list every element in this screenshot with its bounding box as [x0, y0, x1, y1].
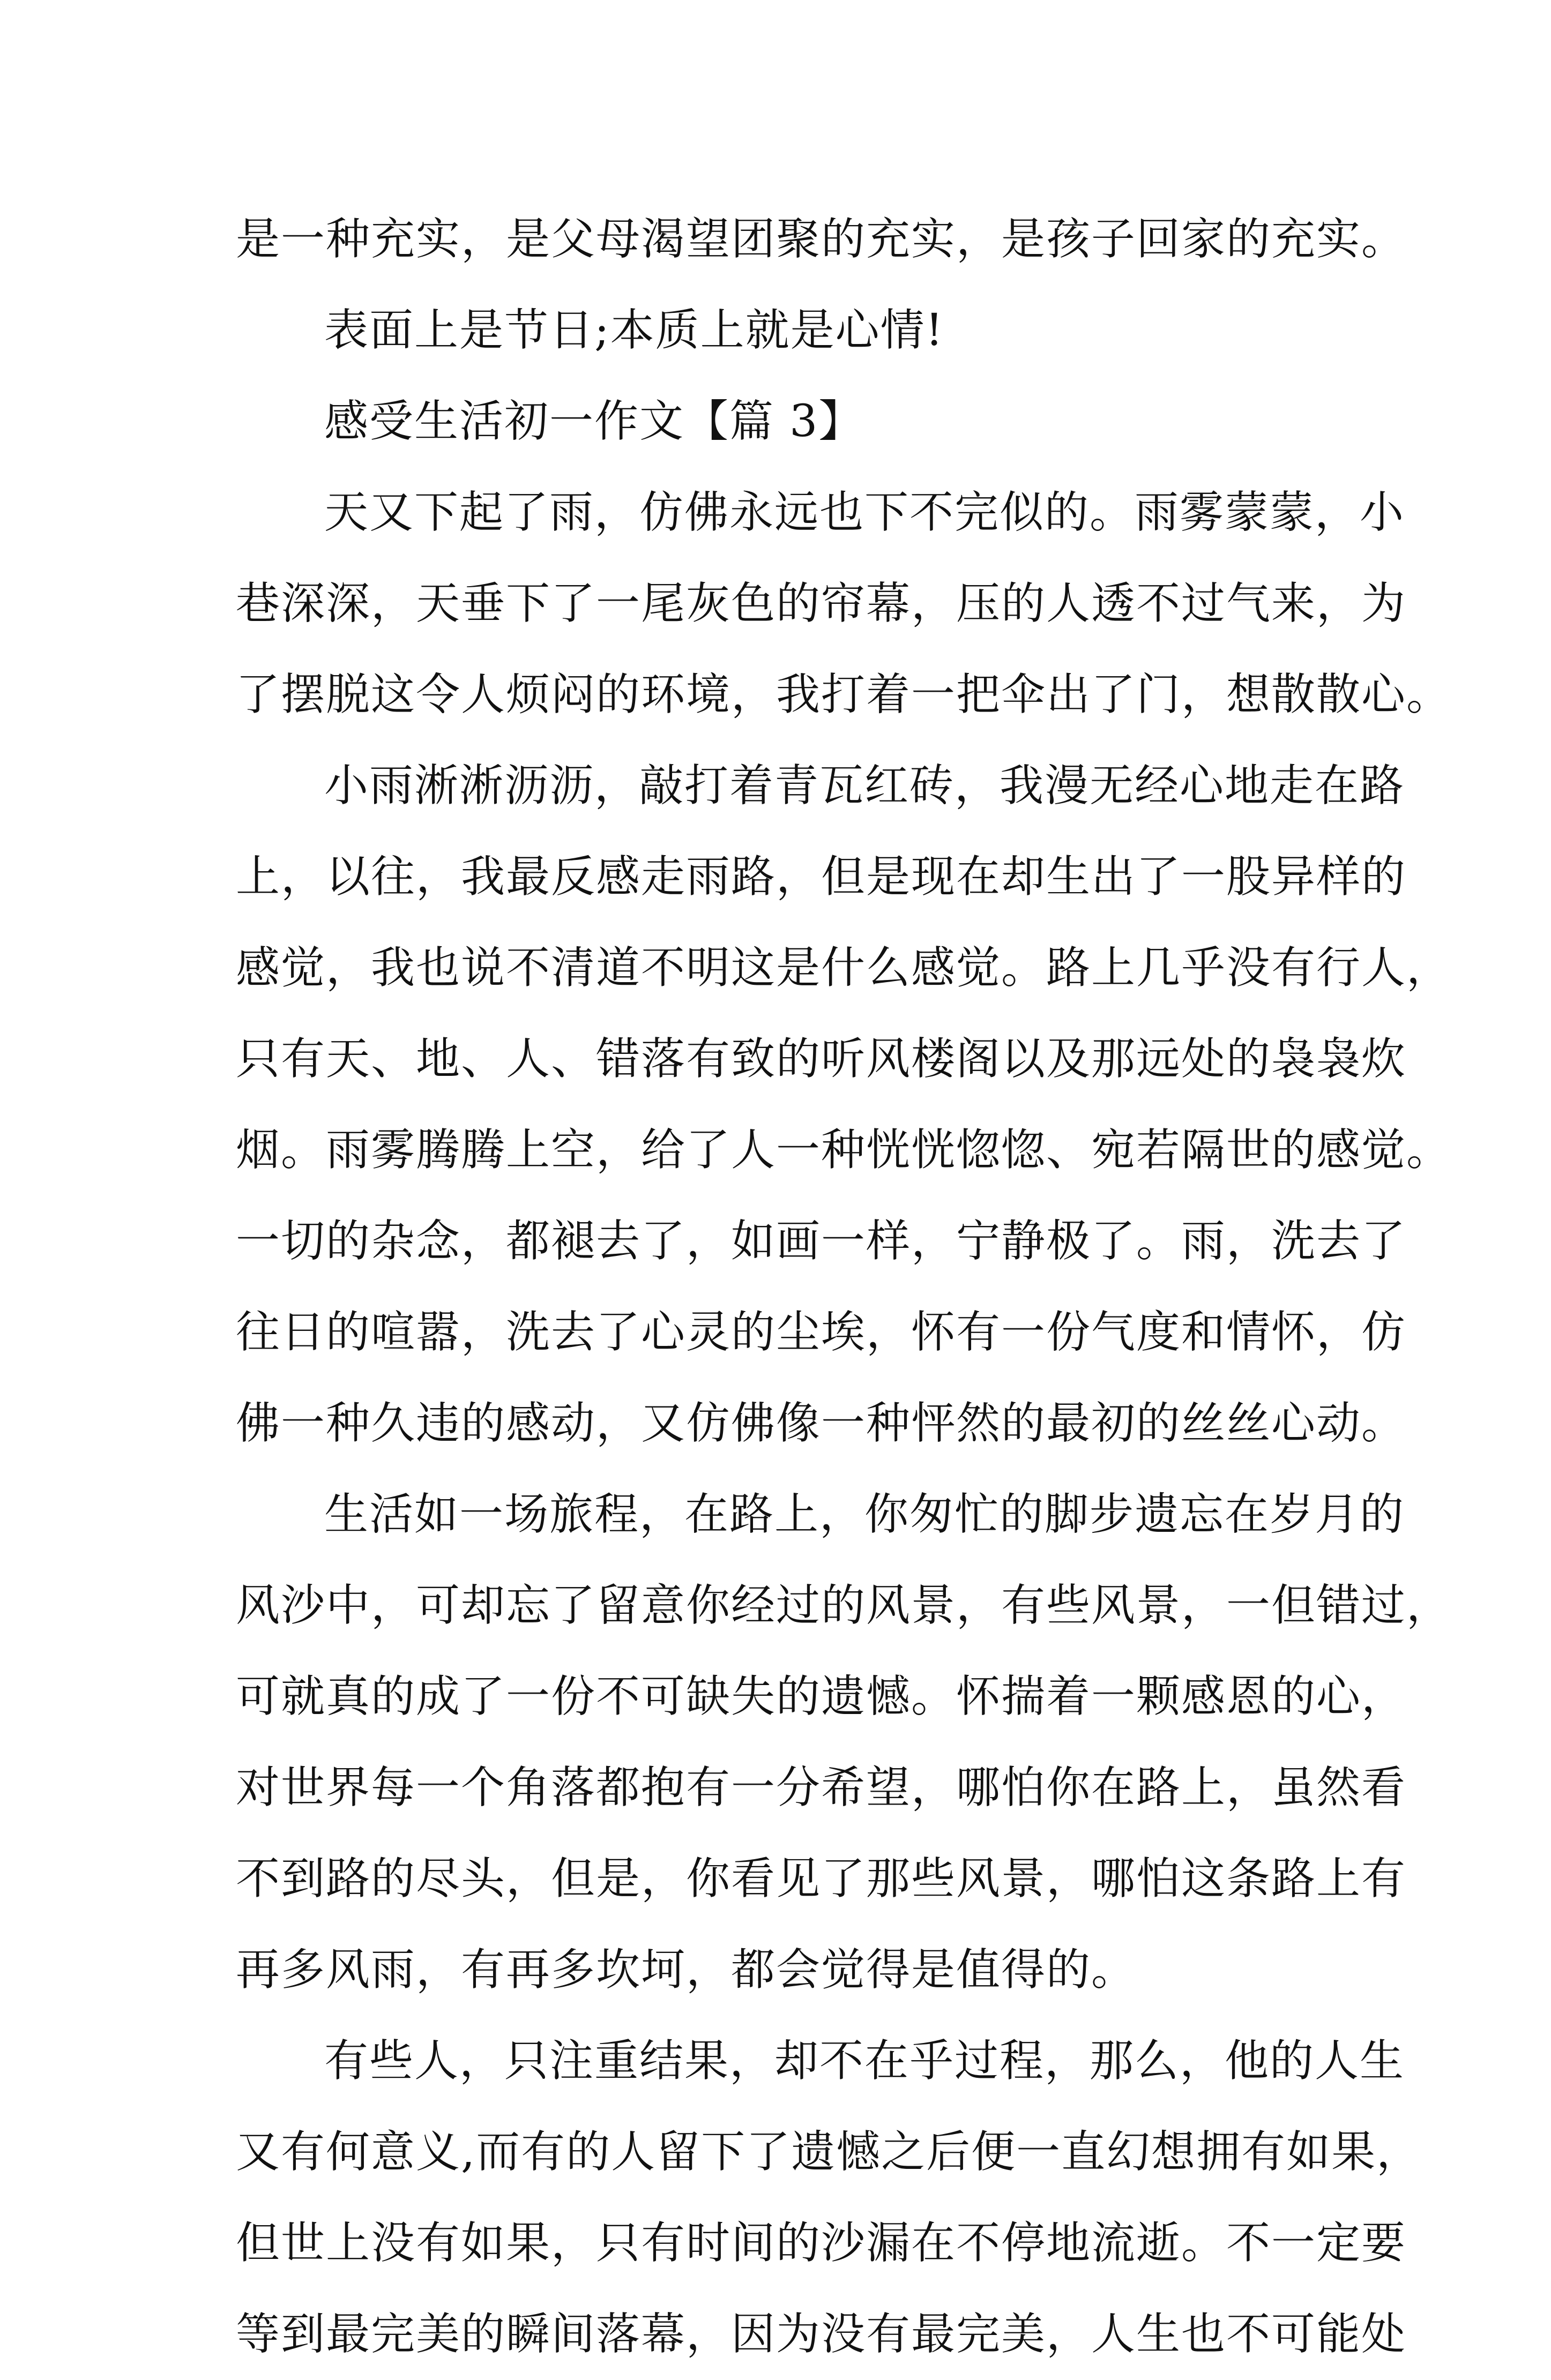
- section-heading: 感受生活初一作文【篇 3】: [324, 396, 864, 447]
- text-line: 佛一种久违的感动，又仿佛像一种怦然的最初的丝丝心动。: [236, 1398, 1407, 1449]
- text-line: 再多风雨，有再多坎坷，都会觉得是值得的。: [236, 1944, 1137, 1995]
- text-line: 了摆脱这令人烦闷的环境，我打着一把伞出了门，想散散心。: [236, 669, 1452, 720]
- text-line: 但世上没有如果，只有时间的沙漏在不停地流逝。不一定要: [236, 2218, 1407, 2269]
- text-line: 可就真的成了一份不可缺失的遗憾。怀揣着一颗感恩的心，: [236, 1671, 1407, 1722]
- text-line: 是一种充实，是父母渴望团聚的充实，是孩子回家的充实。: [236, 214, 1407, 265]
- text-line: 上，以往，我最反感走雨路，但是现在却生出了一股异样的: [236, 851, 1407, 902]
- text-line: 一切的杂念，都褪去了，如画一样，宁静极了。雨，洗去了: [236, 1216, 1407, 1267]
- text-line: 生活如一场旅程，在路上，你匆忙的脚步遗忘在岁月的: [324, 1489, 1405, 1540]
- text-line: 对世界每一个角落都抱有一分希望，哪怕你在路上，虽然看: [236, 1762, 1407, 1813]
- text-line: 烟。雨雾腾腾上空，给了人一种恍恍惚惚、宛若隔世的感觉。: [236, 1125, 1452, 1176]
- text-line: 只有天、地、人、错落有致的听风楼阁以及那远处的袅袅炊: [236, 1034, 1407, 1084]
- text-line: 巷深深，天垂下了一尾灰色的帘幕，压的人透不过气来，为: [236, 578, 1407, 629]
- text-line: 不到路的尽头，但是，你看见了那些风景，哪怕这条路上有: [236, 1853, 1407, 1904]
- text-line: 表面上是节日;本质上就是心情!: [324, 305, 944, 356]
- text-line: 等到最完美的瞬间落幕，因为没有最完美，人生也不可能处: [236, 2309, 1407, 2360]
- text-line: 小雨淅淅沥沥，敲打着青瓦红砖，我漫无经心地走在路: [324, 760, 1405, 811]
- text-line: 往日的喧嚣，洗去了心灵的尘埃，怀有一份气度和情怀，仿: [236, 1307, 1407, 1358]
- text-line: 有些人，只注重结果，却不在乎过程，那么，他的人生: [324, 2035, 1405, 2086]
- text-line: 天又下起了雨，仿佛永远也下不完似的。雨雾蒙蒙，小: [324, 487, 1405, 538]
- text-line: 风沙中，可却忘了留意你经过的风景，有些风景，一但错过，: [236, 1580, 1452, 1631]
- text-line: 感觉，我也说不清道不明这是什么感觉。路上几乎没有行人，: [236, 942, 1452, 993]
- text-line: 又有何意义,而有的人留下了遗憾之后便一直幻想拥有如果，: [236, 2127, 1422, 2177]
- document-body: [236, 194, 1452, 2380]
